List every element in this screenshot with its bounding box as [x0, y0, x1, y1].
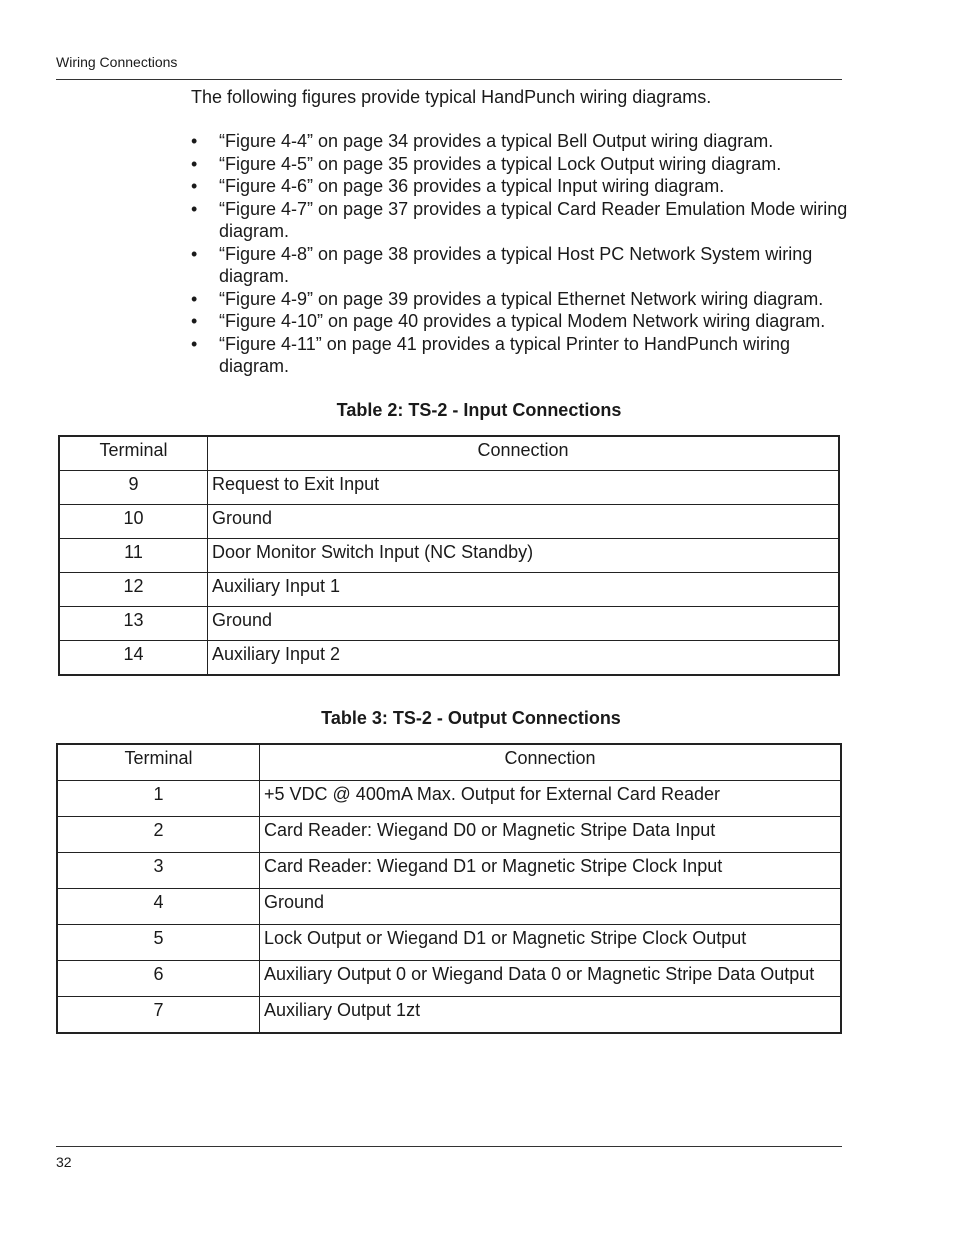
table-row: [57, 889, 841, 925]
column-header-terminal: Terminal: [57, 744, 260, 781]
table3-caption: Table 3: TS-2 - Output Connections: [321, 708, 621, 728]
table-row: [57, 817, 841, 853]
table-header-row: [59, 436, 839, 471]
terminal-cell: 6: [57, 961, 260, 997]
terminal-cell: 10: [59, 505, 208, 539]
table2-caption: Table 2: TS-2 - Input Connections: [336, 400, 622, 420]
list-item: • “Figure 4-9” on page 39 provides a typical Ethernet Network wiring diagram.: [191, 288, 851, 311]
list-item: • “Figure 4-10” on page 40 provides a typical Modem Network wiring diagram.: [191, 310, 851, 333]
table-header-row: [57, 744, 841, 781]
terminal-cell: 14: [59, 641, 208, 676]
list-item: • “Figure 4-5” on page 35 provides a typical Lock Output wiring diagram.: [191, 153, 851, 176]
connection-cell: Door Monitor Switch Input (NC Standby): [208, 539, 840, 573]
connection-cell: Ground: [260, 889, 842, 925]
terminal-cell: 5: [57, 925, 260, 961]
column-header-connection: Connection: [260, 744, 842, 781]
terminal-cell: 3: [57, 853, 260, 889]
column-header-terminal: Terminal: [59, 436, 208, 471]
terminal-cell: 12: [59, 573, 208, 607]
connection-cell: Auxiliary Output 1zt: [260, 997, 842, 1034]
connection-cell: Auxiliary Input 2: [208, 641, 840, 676]
intro-paragraph: The following figures provide typical HandPunch wiring diagrams.: [191, 87, 712, 107]
table-row: [59, 641, 839, 676]
list-item: • “Figure 4-6” on page 36 provides a typical Input wiring diagram.: [191, 175, 851, 198]
terminal-cell: 7: [57, 997, 260, 1034]
terminal-cell: 13: [59, 607, 208, 641]
table-row: [57, 961, 841, 997]
figure-reference-list: [191, 130, 851, 378]
terminal-cell: 2: [57, 817, 260, 853]
connection-cell: Ground: [208, 607, 840, 641]
table-row: [57, 853, 841, 889]
connection-cell: Request to Exit Input: [208, 471, 840, 505]
table-row: [59, 607, 839, 641]
connection-cell: Card Reader: Wiegand D0 or Magnetic Stripe Data Input: [260, 817, 842, 853]
connection-cell: Auxiliary Output 0 or Wiegand Data 0 or Magnetic Stripe Data Output: [260, 961, 842, 997]
list-item: • “Figure 4-11” on page 41 provides a typical Printer to HandPunch wiring diagram.: [191, 333, 851, 378]
connection-cell: Card Reader: Wiegand D1 or Magnetic Stripe Clock Input: [260, 853, 842, 889]
table-row: [57, 925, 841, 961]
table-row: [59, 505, 839, 539]
table-row: [59, 573, 839, 607]
list-item: • “Figure 4-4” on page 34 provides a typical Bell Output wiring diagram.: [191, 130, 851, 153]
header-rule: [56, 79, 842, 80]
connection-cell: Lock Output or Wiegand D1 or Magnetic Stripe Clock Output: [260, 925, 842, 961]
output-connections-table: [56, 743, 842, 1034]
list-item: • “Figure 4-8” on page 38 provides a typical Host PC Network System wiring diagram.: [191, 243, 851, 288]
list-item: • “Figure 4-7” on page 37 provides a typical Card Reader Emulation Mode wiring diagram.: [191, 198, 851, 243]
terminal-cell: 1: [57, 781, 260, 817]
footer-rule: [56, 1146, 842, 1147]
terminal-cell: 4: [57, 889, 260, 925]
table-row: [59, 471, 839, 505]
input-connections-table: [58, 435, 840, 676]
connection-cell: Auxiliary Input 1: [208, 573, 840, 607]
running-header: Wiring Connections: [56, 54, 178, 70]
column-header-connection: Connection: [208, 436, 840, 471]
terminal-cell: 9: [59, 471, 208, 505]
table-row: [57, 997, 841, 1034]
table-row: [59, 539, 839, 573]
page-number: 32: [56, 1154, 72, 1170]
connection-cell: +5 VDC @ 400mA Max. Output for External Card Reader: [260, 781, 842, 817]
terminal-cell: 11: [59, 539, 208, 573]
connection-cell: Ground: [208, 505, 840, 539]
table-row: [57, 781, 841, 817]
